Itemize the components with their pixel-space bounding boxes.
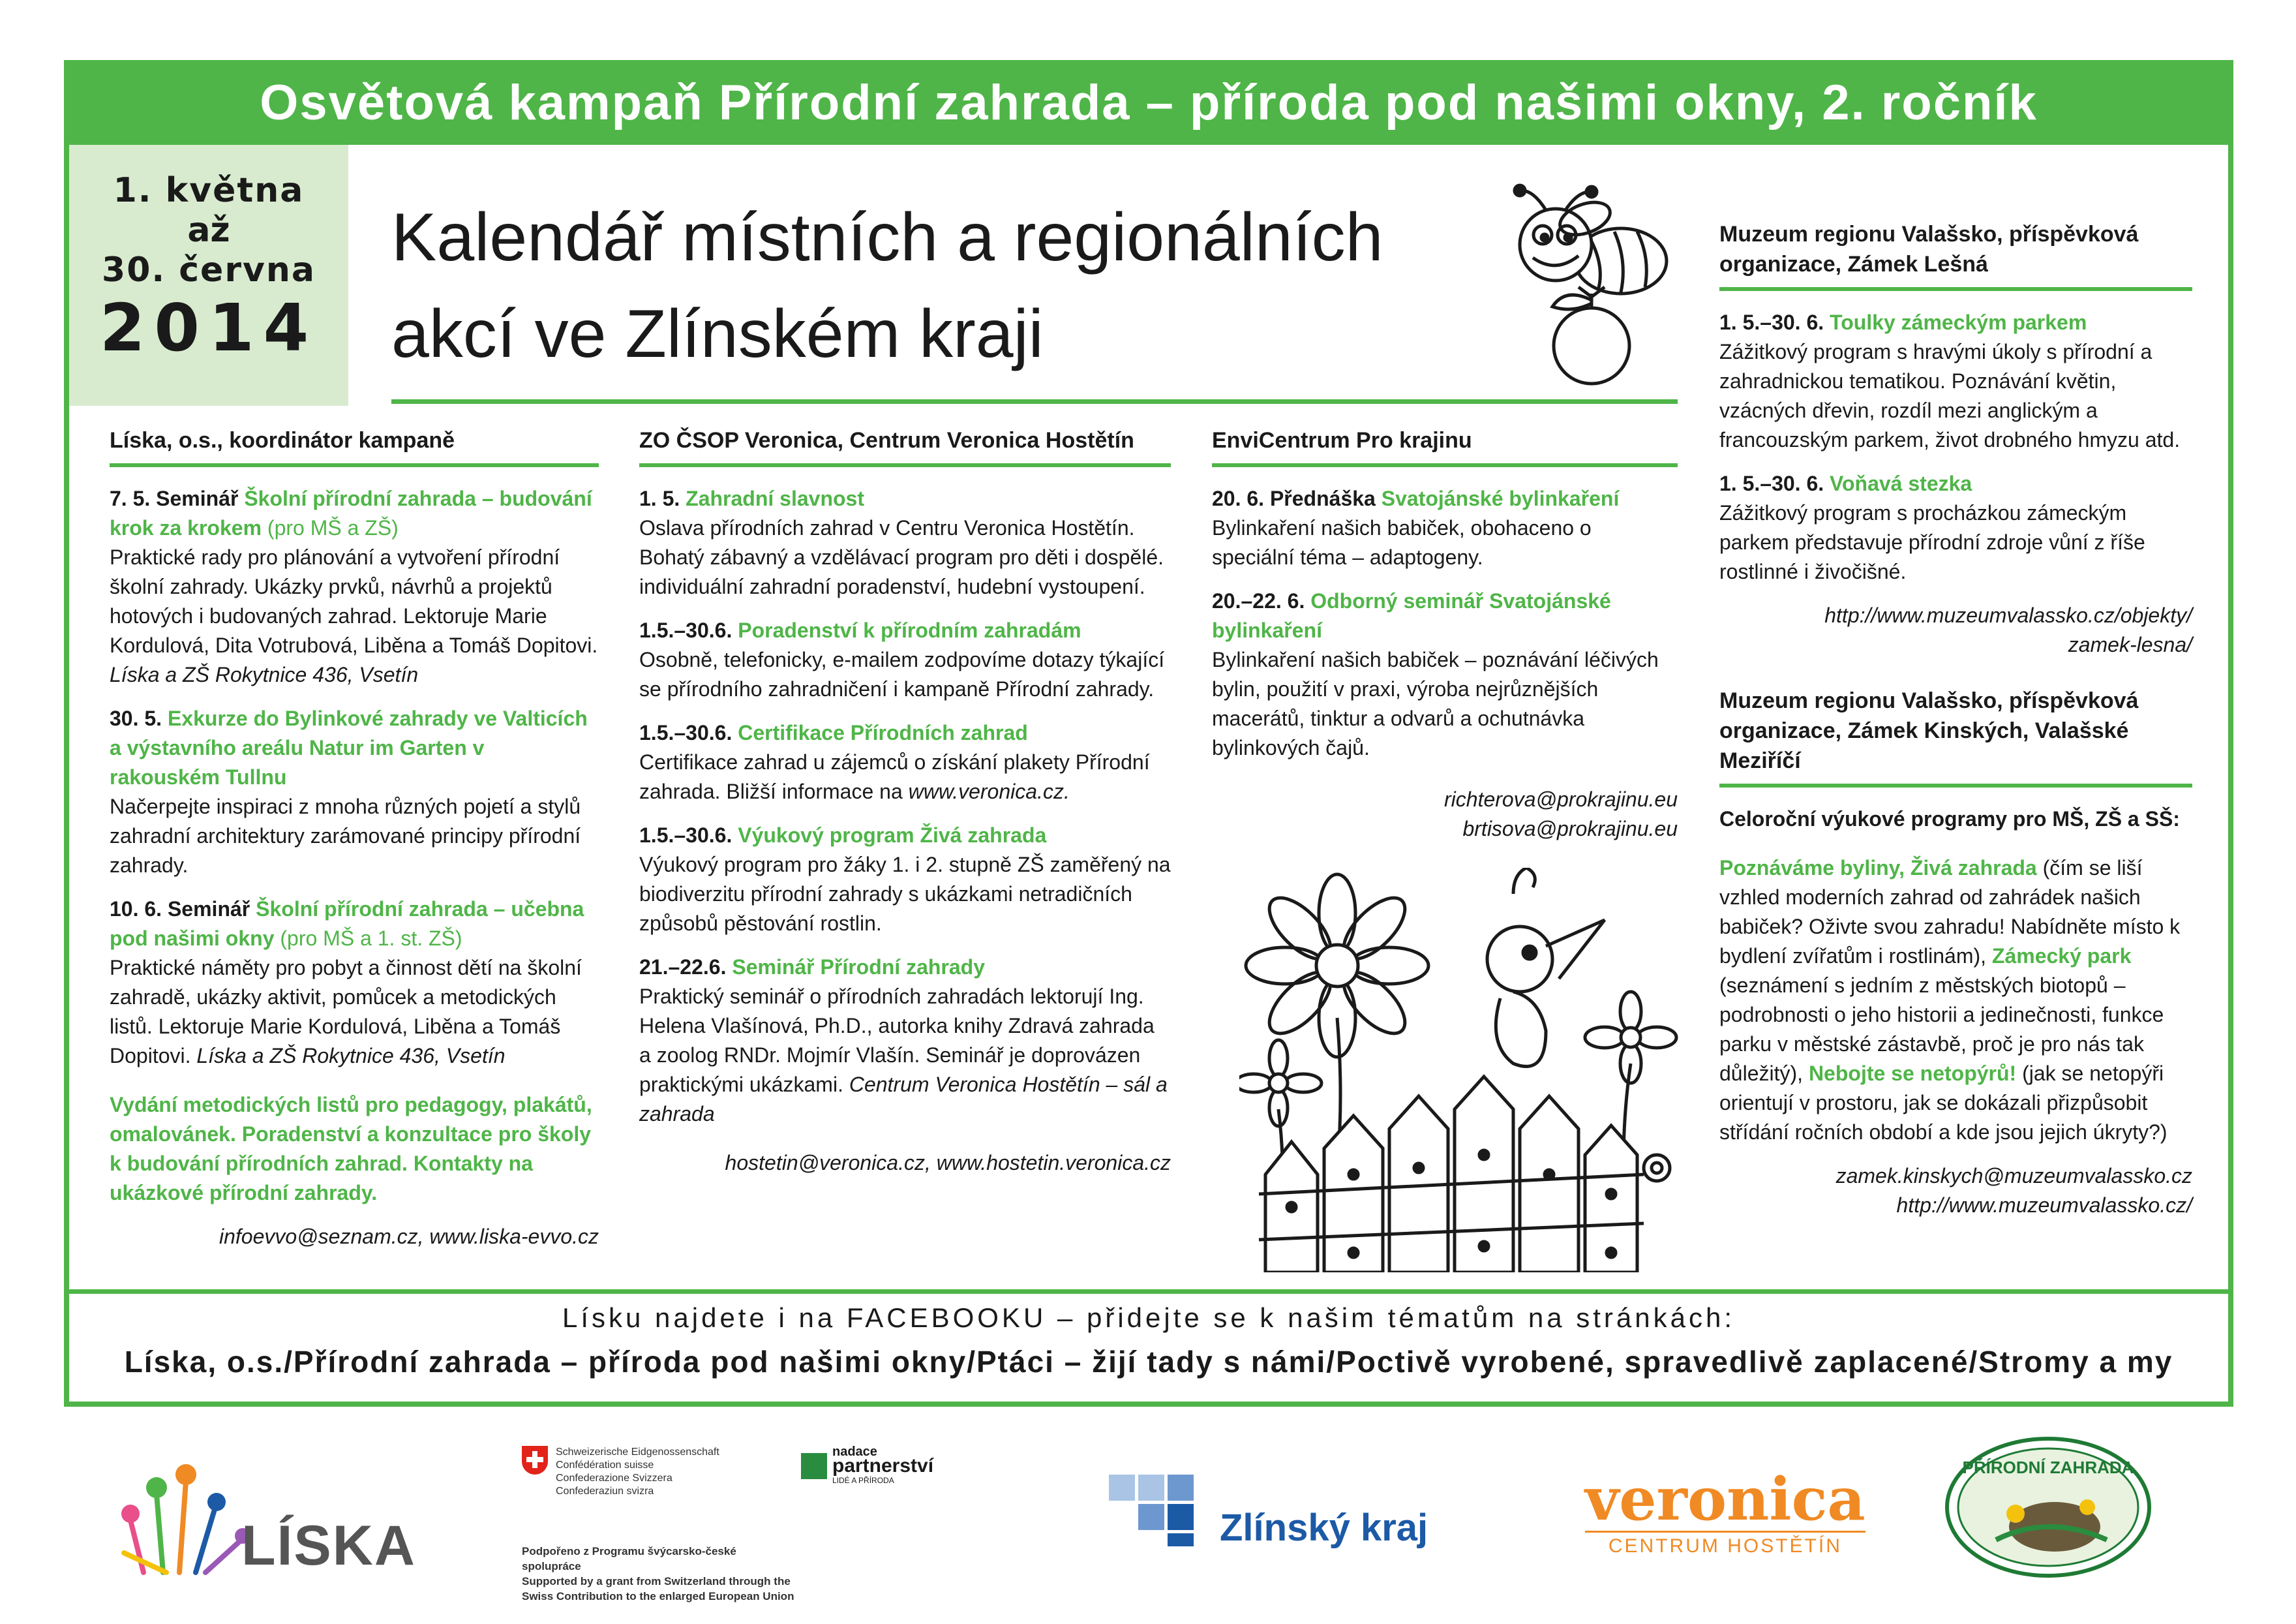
title-line-1: Kalendář místních a regionálních	[391, 200, 1383, 275]
zahrada-wordmark: PŘÍRODNÍ ZAHRADA	[1962, 1458, 2134, 1477]
col2-event-3	[639, 718, 1171, 806]
program-text: (seznámení s jedním z městských biotopů – podrobnosti o jeho historii a jedinečnosti, funkce parku v městské zástavbě, proč je pro nás tak důležitý),	[1719, 973, 2164, 1085]
zlin-wordmark: Zlínský kraj	[1220, 1507, 1428, 1549]
col4-event-1	[1719, 308, 2192, 455]
col4-contact-2[interactable]: http://www.muzeumvalassko.cz/	[1896, 1193, 2192, 1217]
col1-event-1	[110, 484, 599, 690]
event-text: Zážitkový program s procházkou zámeckým parkem představuje přírodní zdroje vůní z říše rostlinné i živočišné.	[1719, 501, 2145, 583]
zlin-squares-icon	[1109, 1475, 1213, 1546]
garden-fence-illustration	[1239, 868, 1683, 1272]
event-text: Praktický seminář o přírodních zahradách lektorují Ing. Helena Vlašínová, Ph.D., autorka knihy Zdravá zahrada a zoolog RNDr. Mojmír Vlašín. Seminář je doprovázen praktickými ukázkami.	[639, 985, 1155, 1096]
nadace-icon	[801, 1453, 827, 1479]
col1-highlight: Vydání metodických listů pro pedagogy, plakátů, omalovánek. Poradenství a konzultace pro školy k budování přírodních zahrad. Kontakty na ukázkové přírodní zahrady.	[110, 1093, 592, 1204]
event-title: Toulky zámeckým parkem	[1830, 311, 2087, 334]
column-veronica	[639, 425, 1171, 1178]
event-date: 1. 5.–30. 6.	[1719, 472, 1830, 495]
col2-rule	[639, 463, 1171, 467]
nadace-word: nadace	[832, 1445, 877, 1459]
bee-apple-illustration	[1494, 183, 1683, 391]
liska-wordmark: LÍSKA	[241, 1514, 416, 1577]
event-text: Praktické rady pro plánování a vytvoření přírodní školní zahrady. Ukázky prvků, návrhů a projektů hotových i budovaných zahrad. Lektoruje Marie Kordulová, Dita Votrubová, Liběna a Tomáš Dopitovi.	[110, 545, 598, 657]
swiss-name-fr: Confédération suisse	[556, 1460, 654, 1471]
campaign-banner: Osvětová kampaň Přírodní zahrada – příroda pod našimi okny, 2. ročník	[64, 60, 2233, 145]
prirodni-zahrada-logo	[1944, 1435, 2152, 1579]
event-title: Voňavá stezka	[1830, 472, 1972, 495]
column-liska	[110, 425, 599, 1251]
event-date: 10. 6. Seminář	[110, 897, 256, 921]
event-text: Bylinkaření našich babiček – poznávání léčivých bylin, použití v praxi, výroba nejrůznějších macerátů, tinktur a odvarů a ochutnávka bylinkových čajů.	[1212, 648, 1659, 759]
event-text: Oslava přírodních zahrad v Centru Veronica Hostětín. Bohatý zábavný a vzdělávací program pro děti i dospělé. individuální zahradní poradenství, hudební vystoupení.	[639, 516, 1164, 598]
footer-line-2: Líska, o.s./Přírodní zahrada – příroda pod našimi okny/Ptáci – žijí tady s námi/Poctivě vyrobené, spravedlivě zaplacené/Stromy a my	[124, 1345, 2173, 1379]
title-line-2: akcí ve Zlínském kraji	[391, 296, 1044, 372]
swiss-support-3: Swiss Contribution to the enlarged European Union	[522, 1590, 794, 1602]
event-date: 30. 5.	[110, 707, 168, 730]
date-from: 1. května	[113, 171, 305, 210]
event-date: 1. 5.	[639, 487, 686, 510]
col4-rule-1	[1719, 287, 2192, 291]
col4-link-1[interactable]: http://www.muzeumvalassko.cz/objekty/ zamek-lesna/	[1824, 604, 2192, 656]
col4-heading-1: Muzeum regionu Valašsko, příspěvková organizace, Zámek Lešná	[1719, 222, 2139, 277]
page-title	[391, 189, 1383, 382]
event-note: (pro MŠ a ZŠ)	[262, 516, 399, 540]
col3-event-2	[1212, 587, 1678, 763]
event-date: 21.–22.6.	[639, 955, 733, 979]
col4-programs	[1719, 853, 2192, 1147]
footer-line-1: Lísku najdete i na FACEBOOKU – přidejte se k našim tématům na stránkách:	[562, 1302, 1735, 1333]
column-muzeum	[1719, 219, 2192, 1220]
col1-event-2	[110, 704, 599, 880]
partnerstvi-word: partnerství	[832, 1455, 934, 1477]
program-title: Zámecký park	[1991, 944, 2132, 968]
zlinsky-kraj-logo	[1109, 1475, 1428, 1550]
event-title: Svatojánské bylinkaření	[1381, 487, 1620, 510]
event-text: Bylinkaření našich babiček, obohaceno o speciální téma – adaptogeny.	[1212, 516, 1592, 569]
event-note: (pro MŠ a 1. st. ZŠ)	[274, 927, 462, 950]
event-text: Výukový program pro žáky 1. i 2. stupně ZŠ zaměřený na biodiverzitu přírodní zahrady s ukázkami netradičních způsobů pěstování rostlin.	[639, 853, 1171, 935]
event-title: Odborný seminář Svatojánské bylinkaření	[1212, 589, 1611, 642]
col2-event-5	[639, 953, 1171, 1129]
col2-heading: ZO ČSOP Veronica, Centrum Veronica Hostětín	[639, 428, 1134, 453]
nadace-tagline: LIDÉ A PŘÍRODA	[832, 1476, 894, 1485]
event-place: Líska a ZŠ Rokytnice 436, Vsetín	[110, 663, 419, 686]
col3-heading: EnviCentrum Pro krajinu	[1212, 428, 1472, 453]
event-place: Líska a ZŠ Rokytnice 436, Vsetín	[196, 1044, 506, 1067]
col4-rule-2	[1719, 784, 2192, 788]
event-date: 1. 5.–30. 6.	[1719, 311, 1830, 334]
event-title: Výukový program Živá zahrada	[738, 823, 1047, 847]
title-rule	[391, 399, 1678, 404]
date-to-word: až	[187, 211, 230, 250]
col3-contact-2[interactable]: brtisova@prokrajinu.eu	[1462, 817, 1678, 840]
footer-rule	[64, 1289, 2233, 1294]
event-title: Certifikace Přírodních zahrad	[738, 721, 1028, 744]
col1-heading: Líska, o.s., koordinátor kampaně	[110, 428, 455, 453]
event-date: 1.5.–30.6.	[639, 721, 738, 744]
col4-subheading: Celoroční výukové programy pro MŠ, ZŠ a SŠ:	[1719, 807, 2180, 831]
swiss-name-rm: Confederaziun svizra	[556, 1486, 654, 1497]
liska-logo	[104, 1448, 416, 1579]
col3-event-1	[1212, 484, 1678, 572]
date-to: 30. června	[102, 251, 316, 290]
program-title: Nebojte se netopýrů!	[1808, 1062, 2017, 1085]
event-title: Školní přírodní zahrada – budování krok za krokem	[110, 487, 592, 540]
event-date: 1.5.–30.6.	[639, 619, 738, 642]
date-box	[69, 145, 348, 406]
date-year: 2014	[99, 290, 318, 366]
event-date: 20. 6. Přednáška	[1212, 487, 1382, 510]
event-title: Školní přírodní zahrada – učebna pod našimi okny	[110, 897, 584, 950]
col3-contact-1[interactable]: richterova@prokrajinu.eu	[1444, 788, 1678, 811]
col4-event-2	[1719, 469, 2192, 587]
nadace-partnerstvi-logo	[801, 1445, 933, 1488]
veronica-wordmark: veronica	[1585, 1465, 1865, 1534]
col4-heading-2: Muzeum regionu Valašsko, příspěvková organizace, Zámek Kinských, Valašské Meziříčí	[1719, 688, 2139, 773]
swiss-flag-icon	[522, 1446, 548, 1475]
swiss-name-it: Confederazione Svizzera	[556, 1473, 672, 1484]
col2-event-2	[639, 616, 1171, 704]
col1-contact[interactable]: infoevvo@seznam.cz, www.liska-evvo.cz	[219, 1225, 599, 1248]
col3-rule	[1212, 463, 1678, 467]
event-title: Zahradní slavnost	[686, 487, 864, 510]
swiss-logo	[522, 1446, 796, 1604]
swiss-name-de: Schweizerische Eidgenossenschaft	[556, 1447, 719, 1458]
veronica-subtitle: CENTRUM HOSTĚTÍN	[1585, 1531, 1865, 1557]
event-place: Centrum Veronica Hostětín – sál a zahrada	[639, 1073, 1168, 1126]
event-text: Osobně, telefonicky, e-mailem zodpovíme dotazy týkající se přírodního zahradničení i kampaně Přírodní zahrady.	[639, 648, 1165, 701]
veronica-logo	[1585, 1465, 1865, 1557]
event-title: Exkurze do Bylinkové zahrady ve Valticích a výstavního areálu Natur im Garten v rakouském Tullnu	[110, 707, 588, 789]
event-date: 20.–22. 6.	[1212, 589, 1311, 613]
col2-event-4	[639, 821, 1171, 938]
event-text: Praktické náměty pro pobyt a činnost dětí na školní zahradě, ukázky aktivit, pomůcek a metodických listů. Lektoruje Marie Kordulová, Liběna a Tomáš Dopitovi.	[110, 956, 582, 1067]
event-date: 1.5.–30.6.	[639, 823, 738, 847]
event-text: Certifikace zahrad u zájemců o získání plakety Přírodní zahrada. Bližší informace na	[639, 750, 1150, 803]
col1-event-3	[110, 895, 599, 1071]
zahrada-badge-icon	[1944, 1435, 2152, 1579]
program-title: Poznáváme byliny, Živá zahrada	[1719, 856, 2037, 880]
program-text: (jak se netopýři orientují v prostoru, jak se dokázali přizpůsobit střídání ročních období a kde jsou jejich úkryty?)	[1719, 1062, 2168, 1144]
event-link[interactable]: www.veronica.cz.	[908, 780, 1070, 803]
event-date: 7. 5. Seminář	[110, 487, 245, 510]
swiss-support-2: Supported by a grant from Switzerland through the	[522, 1575, 791, 1587]
col2-contact[interactable]: hostetin@veronica.cz, www.hostetin.veronica.cz	[725, 1151, 1171, 1174]
event-text: Načerpejte inspiraci z mnoha různých pojetí a stylů zahradní architektury zarámované principy přírodní zahrady.	[110, 795, 581, 877]
event-title: Seminář Přírodní zahrady	[732, 955, 986, 979]
col4-contact-1[interactable]: zamek.kinskych@muzeumvalassko.cz	[1835, 1164, 2192, 1187]
swiss-support-1: Podpořeno z Programu švýcarsko-české spolupráce	[522, 1545, 736, 1572]
program-text: (čím se liší vzhled moderních zahrad od zahrádek našich babiček? Oživte svou zahradu! Nabídněte místo k bydlení zvířatům i rostlinám),	[1719, 856, 2181, 968]
col2-event-1	[639, 484, 1171, 602]
event-title: Poradenství k přírodním zahradám	[738, 619, 1081, 642]
event-text: Zážitkový program s hravými úkoly s přírodní a zahradnickou tematikou. Poznávání květin, vzácných dřevin, rozdíl mezi anglickým a francouzským parkem, život drobného hmyzu atd.	[1719, 340, 2181, 452]
col1-rule	[110, 463, 599, 467]
column-envicentrum	[1212, 425, 1678, 844]
